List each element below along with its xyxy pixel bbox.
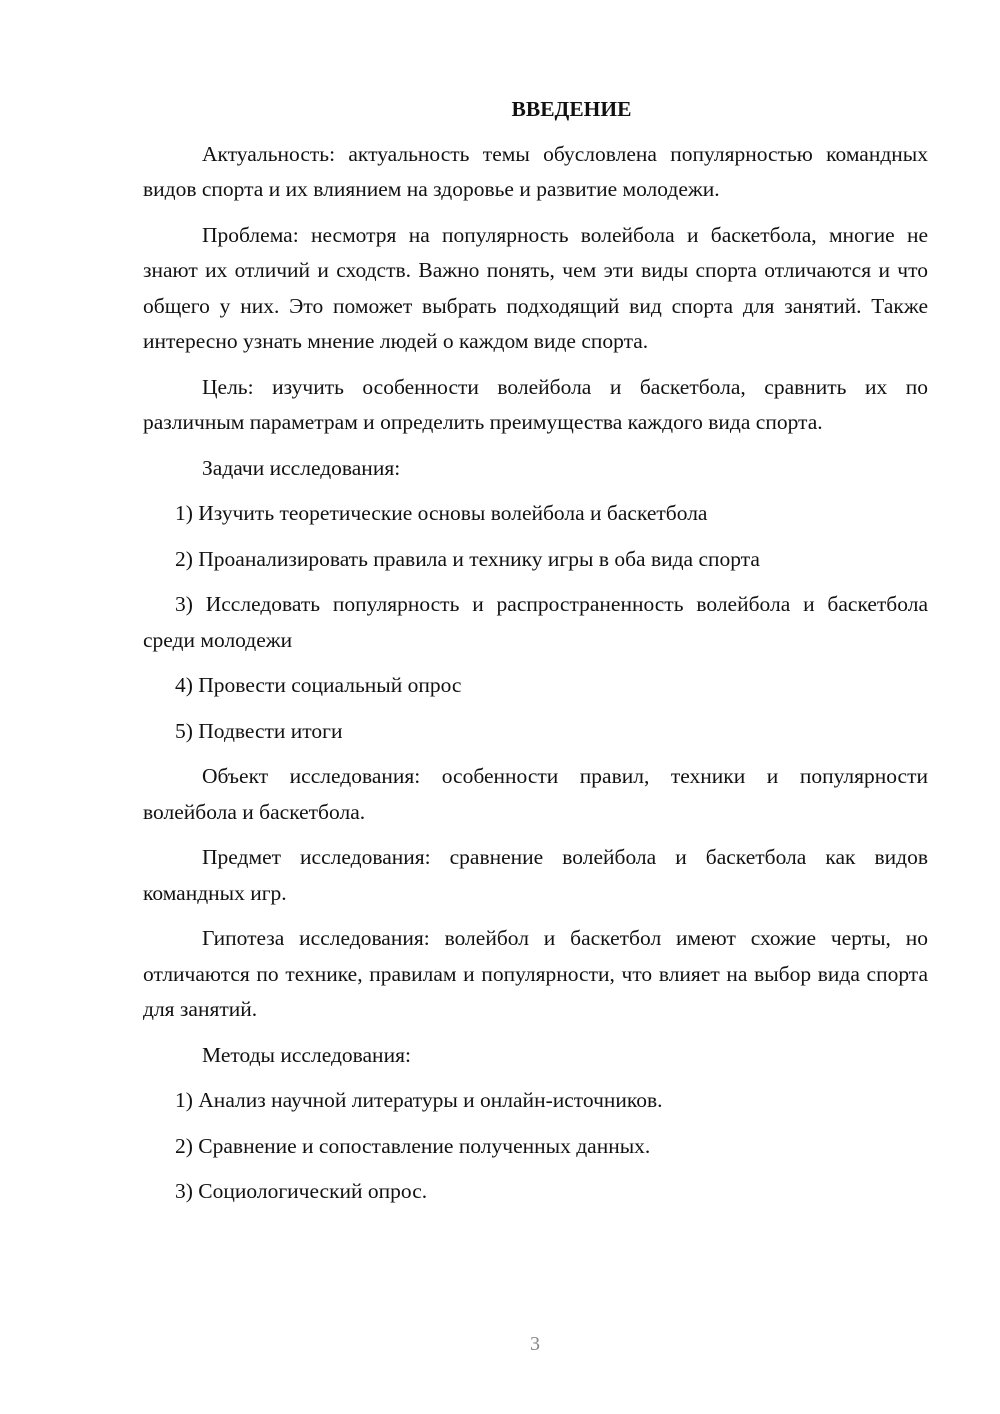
task-item-3: 3) Исследовать популярность и распространенность волейбола и баскетбола среди молодежи: [143, 592, 928, 652]
task-item-1: 1) Изучить теоретические основы волейбола и баскетбола: [175, 501, 708, 525]
paragraph-subject: Предмет исследования: сравнение волейбола и баскетбола как видов командных игр.: [143, 845, 928, 905]
paragraph-problem: Проблема: несмотря на популярность волейбола и баскетбола, многие не знают их отличий и сходств. Важно понять, чем эти виды спорта отличаются и что общего у них. Это поможет выбрать подходящий вид спорта для занятий. Также интересно узнать мнение людей о каждом виде спорта.: [143, 222, 928, 353]
method-item-2: 2) Сравнение и сопоставление полученных данных.: [175, 1133, 651, 1158]
page-title: ВВЕДЕНИЕ: [511, 97, 632, 121]
task-item-5: 5) Подвести итоги: [175, 718, 343, 743]
task-item-2: 2) Проанализировать правила и технику игры в оба вида спорта: [175, 546, 760, 571]
method-item-3: 3) Социологический опрос.: [175, 1179, 428, 1203]
page-content: [143, 92, 928, 1220]
paragraph-tasks-heading: Задачи исследования:: [202, 455, 401, 480]
paragraph-goal: Цель: изучить особенности волейбола и баскетбола, сравнить их по различным параметрам и определить преимущества каждого вида спорта.: [143, 374, 928, 434]
paragraph-object: Объект исследования: особенности правил, техники и популярности волейбола и баскетбола.: [143, 764, 928, 824]
page-number: 3: [530, 1333, 540, 1355]
task-item-4: 4) Провести социальный опрос: [175, 673, 462, 697]
paragraph-relevance: Актуальность: актуальность темы обусловлена популярностью командных видов спорта и их влиянием на здоровье и развитие молодежи.: [143, 141, 928, 201]
paragraph-methods-heading: Методы исследования:: [202, 1042, 411, 1067]
method-item-1: 1) Анализ научной литературы и онлайн-источников.: [175, 1088, 663, 1112]
paragraph-hypothesis: Гипотеза исследования: волейбол и баскетбол имеют схожие черты, но отличаются по технике, правилам и популярности, что влияет на выбор вида спорта для занятий.: [143, 926, 928, 1021]
